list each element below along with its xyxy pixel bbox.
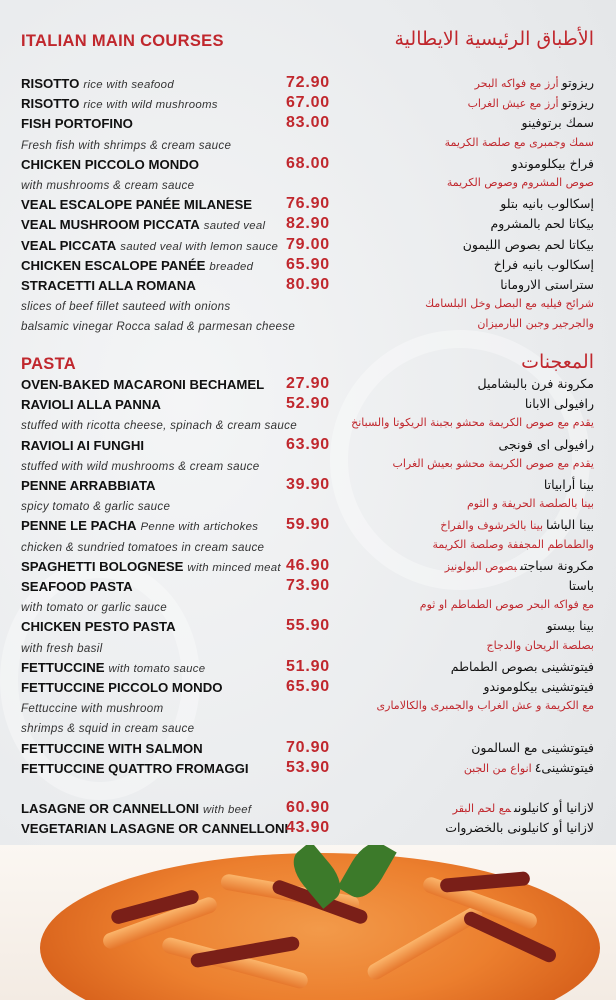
item-description: sauted veal with lemon sauce: [120, 240, 279, 253]
menu-item: [0, 436, 616, 456]
arabic-text: [440, 517, 594, 532]
description-text: with fresh basil: [21, 641, 103, 655]
item-price: 60.90: [285, 799, 330, 816]
item-description: with beef: [203, 804, 252, 816]
description-text-arabic: مع فواكه البحر صوص الطماطم او ثوم: [419, 598, 594, 612]
item-description-arabic: مع لحم البقر: [452, 802, 511, 815]
menu-item-description: [0, 296, 616, 316]
item-name-arabic: بينا الباشا: [546, 517, 594, 533]
menu-item-description: [0, 316, 616, 336]
english-text: [21, 741, 203, 756]
arabic-text: [453, 800, 594, 815]
description-text-arabic: مع الكريمة و عش الغراب والجمبرى والكالامارى: [376, 699, 594, 713]
english-text: [21, 518, 258, 533]
menu-item: [0, 658, 616, 678]
item-price: 65.90: [285, 255, 330, 273]
menu-item: [0, 236, 616, 256]
menu-item: [0, 395, 616, 415]
item-description: Penne with artichokes: [140, 521, 259, 534]
item-name: VEGETARIAN LASAGNE OR CANNELLONI: [21, 821, 289, 837]
item-price: 70.90: [285, 738, 330, 756]
menu-item: [0, 516, 616, 536]
menu-item: [0, 276, 616, 296]
item-description: sauted veal: [203, 220, 266, 233]
arabic-text: [512, 156, 594, 171]
item-name: VEAL MUSHROOM PICCATA: [21, 217, 200, 233]
menu-item: [0, 476, 616, 496]
arabic-text: [494, 257, 594, 272]
item-description-arabic: بصوص البولونيز: [444, 559, 517, 573]
section-title: ITALIAN MAIN COURSES: [21, 32, 224, 50]
arabic-text: [471, 740, 594, 755]
english-text: [21, 116, 133, 131]
item-name-arabic: باستا: [568, 578, 594, 593]
menu-item-description: [0, 135, 616, 155]
item-description-arabic: انواع من الجبن: [463, 761, 532, 775]
menu-item: [0, 577, 616, 597]
description-text-arabic: يقدم مع صوص الكريمة محشو بعيش الغراب: [392, 456, 594, 470]
english-text: [21, 720, 194, 735]
menu-item: [0, 739, 616, 759]
arabic-text: [464, 760, 594, 775]
item-name: CHICKEN ESCALOPE PANÉE: [21, 257, 206, 273]
item-name-arabic: ستراستى الارومانا: [500, 277, 594, 292]
english-text: [21, 298, 231, 313]
menu-item-description: [0, 456, 616, 476]
menu-item-description: [0, 698, 616, 718]
menu-item: [0, 215, 616, 235]
item-name-arabic: مكرونة سباجتى: [519, 557, 594, 573]
description-text-arabic: والجرجير وجبن البارميزان: [477, 317, 594, 331]
menu-item: [0, 819, 616, 839]
item-name: RAVIOLI ALLA PANNA: [21, 397, 161, 413]
description-text: balsamic vinegar Rocca salad & parmesan cheese: [21, 320, 296, 334]
item-name: VEAL ESCALOPE PANÉE MILANESE: [21, 197, 253, 213]
arabic-text: [498, 437, 594, 452]
item-name-arabic: ريزوتو: [561, 75, 594, 90]
menu-item: [0, 375, 616, 395]
arabic-text: [500, 277, 594, 292]
item-price: 52.90: [285, 395, 330, 413]
item-name-arabic: سمك برتوفينو: [521, 115, 594, 131]
english-text: [21, 640, 102, 655]
english-text: [21, 680, 222, 695]
menu-item: [0, 617, 616, 637]
description-text: slices of beef fillet sauteed with onions: [21, 300, 231, 314]
item-name: CHICKEN PICCOLO MONDO: [21, 156, 200, 172]
english-text: [21, 559, 281, 574]
menu-item: [0, 557, 616, 577]
item-name: STRACETTI ALLA ROMANA: [21, 278, 196, 293]
item-name-arabic: بينا بيستو: [546, 618, 594, 634]
item-name: RAVIOLI AI FUNGHI: [21, 437, 145, 453]
section-title-arabic: المعجنات: [521, 351, 594, 373]
item-price: 55.90: [285, 617, 330, 635]
english-text: [21, 438, 144, 453]
english-text: [21, 137, 231, 152]
description-text: with mushrooms & cream sauce: [21, 179, 195, 192]
english-text: [21, 700, 164, 715]
description-text-arabic: يقدم مع صوص الكريمة محشو بجبنة الريكوتا والسبانخ: [351, 416, 594, 430]
item-name-arabic: ريزوتو: [561, 95, 594, 111]
item-name-arabic: بيكاتا لحم بالمشروم: [490, 216, 594, 232]
item-name-arabic: فيتوتشينى بيكلوموندو: [483, 679, 594, 694]
english-text: [21, 258, 253, 273]
item-description-arabic: بينا بالخرشوف والفراخ: [440, 519, 544, 533]
item-price: 76.90: [285, 195, 330, 213]
item-name-arabic: إسكالوب بانيه فراخ: [493, 256, 594, 272]
english-text: [21, 177, 194, 192]
item-price: 80.90: [285, 276, 330, 293]
item-price: 51.90: [285, 657, 330, 675]
item-name: PENNE LE PACHA: [21, 518, 137, 534]
item-name-arabic: إسكالوب بانيه بتلو: [500, 196, 594, 212]
arabic-text: [500, 196, 594, 211]
description-text: shrimps & squid in cream sauce: [21, 722, 195, 736]
item-name-arabic: مكرونة فرن بالبشاميل: [477, 376, 594, 391]
menu-item: [0, 678, 616, 698]
menu-item: [0, 155, 616, 175]
english-text: [21, 660, 205, 675]
arabic-text: [544, 477, 594, 492]
item-description: rice with seafood: [83, 79, 174, 91]
item-price: 46.90: [285, 556, 330, 574]
english-text: [21, 217, 265, 232]
english-text: [21, 458, 259, 473]
item-name: FETTUCCINE WITH SALMON: [21, 740, 203, 756]
arabic-text: [490, 216, 594, 231]
english-text: [21, 278, 196, 293]
arabic-text: [522, 115, 595, 130]
menu-item: [0, 799, 616, 819]
menu-item: [0, 256, 616, 276]
item-name: FETTUCCINE QUATTRO FROMAGGI: [21, 760, 249, 776]
item-name-arabic: رافيولى اى فونجى: [498, 436, 594, 452]
description-text: chicken & sundried tomatoes in cream sauce: [21, 540, 265, 554]
item-price: 67.00: [285, 94, 330, 112]
item-description: rice with wild mushrooms: [83, 99, 218, 112]
menu-item: [0, 74, 616, 94]
item-description: breaded: [209, 260, 254, 273]
description-text: spicy tomato & garlic sauce: [21, 500, 171, 514]
item-name: RISOTTO: [21, 76, 80, 91]
arabic-text: [445, 820, 594, 835]
item-name: CHICKEN PESTO PASTA: [21, 619, 176, 635]
arabic-text: [569, 578, 594, 593]
english-text: [21, 238, 278, 253]
item-name-arabic: لازانيا أو كانيلونى بالخضروات: [445, 820, 594, 836]
item-name-arabic: رافيولى الابانا: [524, 396, 594, 412]
item-price: 63.90: [285, 435, 330, 453]
menu-item-description: [0, 537, 616, 557]
menu-item-description: [0, 597, 616, 617]
item-name-arabic: بيكاتا لحم بصوص الليمون: [462, 236, 594, 252]
arabic-text: [475, 75, 594, 90]
arabic-text: [547, 618, 594, 633]
item-name: RISOTTO: [21, 96, 80, 112]
menu-item-description: [0, 415, 616, 435]
description-text-arabic: والطماطم المجففة وصلصة الكريمة: [432, 537, 594, 551]
item-price: 72.90: [285, 74, 330, 91]
menu-item-description: [0, 638, 616, 658]
item-price: 65.90: [285, 678, 330, 695]
description-text: Fresh fish with shrimps & cream sauce: [21, 138, 232, 152]
item-description-arabic: أرز مع عيش الغراب: [467, 97, 559, 111]
item-price: 68.00: [285, 154, 330, 172]
item-name: SEAFOOD PASTA: [21, 579, 133, 594]
english-text: [21, 761, 249, 776]
english-text: [21, 76, 174, 91]
arabic-text: [451, 659, 594, 674]
english-text: [21, 478, 156, 493]
item-price: 73.90: [285, 577, 330, 594]
arabic-text: [478, 376, 594, 391]
english-text: [21, 539, 264, 554]
item-name-arabic: فراخ بيكلوموندو: [511, 155, 594, 171]
item-price: 59.90: [285, 516, 330, 534]
english-text: [21, 619, 176, 634]
item-price: 79.00: [285, 235, 330, 253]
item-name-arabic: بينا أرابياتا: [543, 477, 594, 492]
description-text: stuffed with ricotta cheese, spinach & cream sauce: [21, 419, 297, 433]
menu-item-description: [0, 496, 616, 516]
arabic-text: [463, 237, 594, 252]
item-description: with minced meat: [187, 561, 281, 574]
menu-item: [0, 195, 616, 215]
item-name: VEAL PICCATA: [21, 237, 117, 253]
item-price: 82.90: [285, 215, 330, 233]
menu-item: [0, 759, 616, 779]
item-description: with tomato sauce: [108, 662, 206, 675]
english-text: [21, 579, 133, 594]
description-text: with tomato or garlic sauce: [21, 601, 167, 615]
item-name-arabic: لازانيا أو كانيلونى: [513, 800, 594, 815]
item-name: LASAGNE OR CANNELLONI: [21, 801, 200, 816]
item-name: FETTUCCINE: [21, 659, 105, 675]
arabic-text: [468, 95, 594, 110]
english-text: [21, 801, 251, 816]
arabic-text: [525, 396, 594, 411]
item-price: 27.90: [285, 375, 330, 392]
item-name-arabic: فيتوتشينى بصوص الطماطم: [450, 658, 594, 674]
item-name: FISH PORTOFINO: [21, 116, 133, 132]
english-text: [21, 96, 218, 111]
description-text-arabic: صوص المشروم وصوص الكريمة: [446, 176, 594, 189]
item-name-arabic: فيتوتشينى٤: [534, 759, 594, 775]
item-name: OVEN-BAKED MACARONI BECHAMEL: [21, 377, 265, 392]
item-name-arabic: فيتوتشينى مع السالمون: [471, 739, 594, 755]
menu-item: [0, 94, 616, 114]
section-title-arabic: الأطباق الرئيسية الايطالية: [394, 28, 594, 50]
english-text: [21, 318, 295, 333]
menu-item-description: [0, 175, 616, 195]
english-text: [21, 157, 199, 172]
english-text: [21, 821, 288, 836]
description-text-arabic: بينا بالصلصة الحريفة و الثوم: [466, 497, 594, 511]
description-text: Fettuccine with mushroom: [21, 702, 164, 716]
section-title: PASTA: [21, 355, 76, 373]
item-name: SPAGHETTI BOLOGNESE: [21, 558, 184, 574]
menu-item-description: [0, 718, 616, 738]
description-text-arabic: سمك وجمبرى مع صلصة الكريمة: [444, 135, 594, 149]
english-text: [21, 197, 252, 212]
item-name: FETTUCCINE PICCOLO MONDO: [21, 680, 223, 695]
english-text: [21, 498, 170, 513]
arabic-text: [445, 558, 594, 573]
item-name: PENNE ARRABBIATA: [21, 478, 156, 493]
english-text: [21, 397, 161, 412]
item-price: 53.90: [285, 758, 330, 776]
arabic-text: [483, 679, 594, 694]
item-price: 83.00: [285, 114, 330, 132]
item-description-arabic: أرز مع فواكه البحر: [474, 77, 559, 90]
menu-item: [0, 114, 616, 134]
pasta-photo: [0, 845, 616, 1000]
description-text: stuffed with wild mushrooms & cream sauce: [21, 459, 260, 473]
item-price: 39.90: [285, 476, 330, 493]
item-price: 43.90: [285, 819, 330, 837]
english-text: [21, 417, 297, 432]
english-text: [21, 599, 167, 614]
description-text-arabic: شرائح فيليه مع البصل وخل البلسامك: [425, 297, 594, 311]
english-text: [21, 377, 264, 392]
description-text-arabic: بصلصة الريحان والدجاج: [486, 638, 594, 652]
